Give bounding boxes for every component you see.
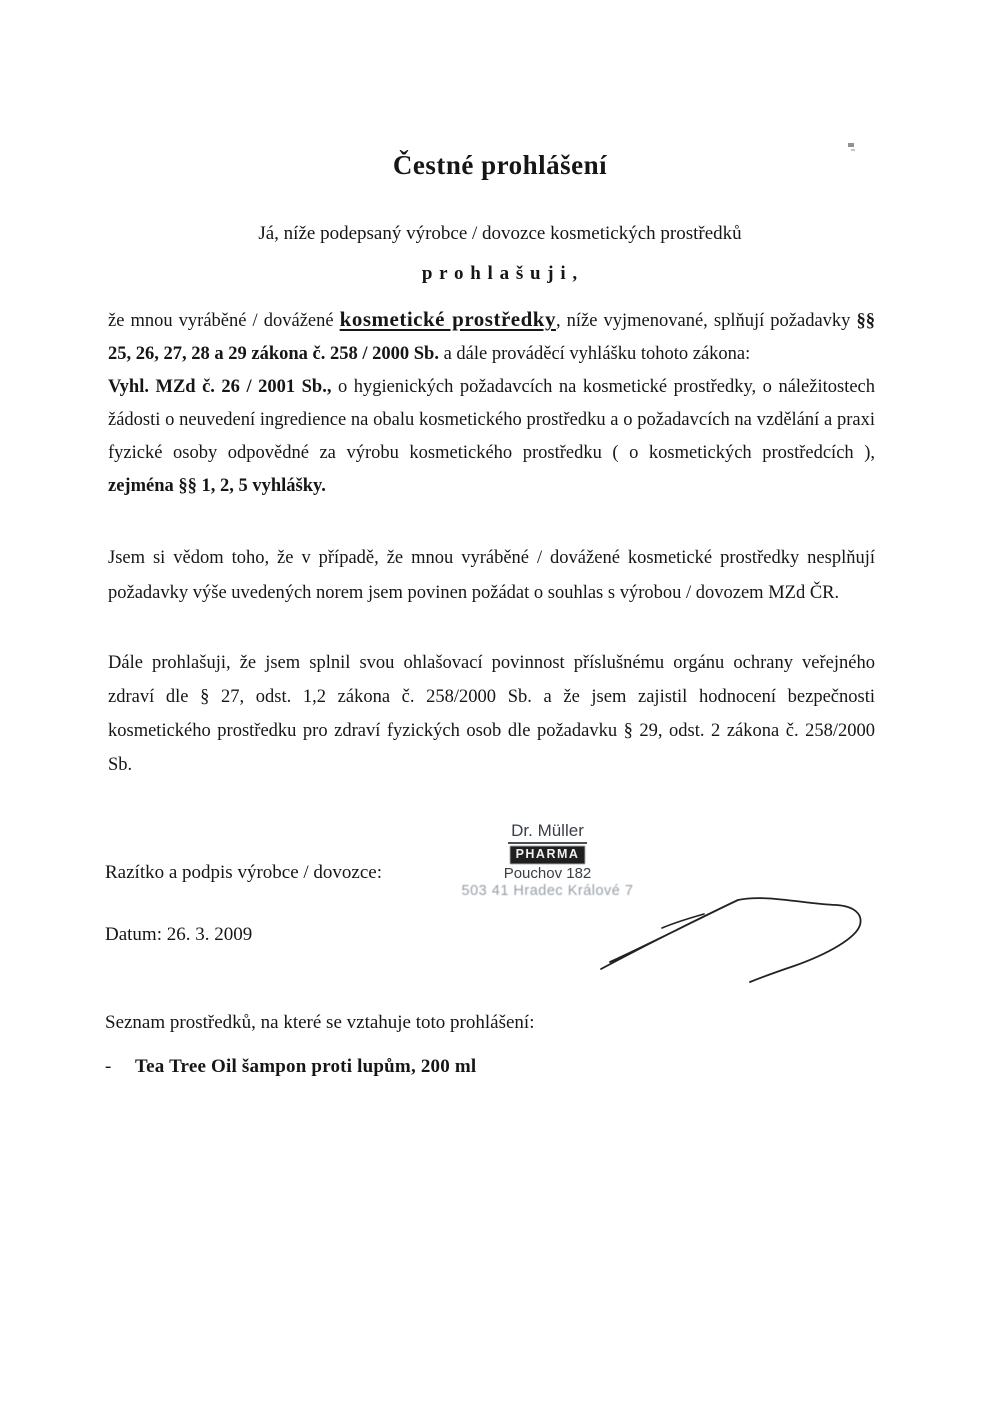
handwritten-signature xyxy=(580,885,910,995)
paragraph-notification: Dále prohlašuji, že jsem splnil svou ohlašovací povinnost příslušnému orgánu ochrany veřejného zdraví dle § 27, odst. 1,2 zákona č. 258/2000 Sb. a že jsem zajistil hodnocení bezpečnosti kosmetického prostředku pro zdraví fyzických osob dle požadavku § 29, odst. 2 zákona č. 258/2000 Sb. xyxy=(108,653,875,775)
decree-emphasis-bold: zejména §§ 1, 2, 5 vyhlášky. xyxy=(108,476,326,496)
product-list-heading: Seznam prostředků, na které se vztahuje toto prohlášení: xyxy=(105,1012,535,1033)
document-title: Čestné prohlášení xyxy=(392,150,608,180)
declaration-word: p r o h l a š u j i , xyxy=(421,263,579,284)
paragraph-awareness: Jsem si vědom toho, že v případě, že mnou vyráběné / dovážené kosmetické prostředky nesplňují požadavky výše uvedených norem jsem povinen požádat o souhlas s výrobou / dovozem MZd ČR. xyxy=(108,548,875,603)
date-label: Datum: 26. 3. 2009 xyxy=(105,924,253,945)
paragraph-compliance xyxy=(108,303,875,503)
text-segment: že mnou vyráběné / dovážené xyxy=(108,311,340,331)
intro-line: Já, níže podepsaný výrobce / dovozce kosmetických prostředků xyxy=(258,223,742,244)
text-segment: a dále prováděcí vyhlášku tohoto zákona: xyxy=(438,344,751,364)
list-bullet: - xyxy=(105,1056,112,1077)
product-list-item xyxy=(105,1056,476,1078)
stamp-street: Pouchov 182 xyxy=(503,865,592,883)
product-name: Tea Tree Oil šampon proti lupům, 200 ml xyxy=(135,1056,477,1077)
scan-artifact-speck xyxy=(848,143,854,147)
text-segment: , níže vyjmenované, splňují požadavky xyxy=(555,311,857,331)
decree-reference-bold: Vyhl. MZd č. 26 / 2001 Sb., xyxy=(108,377,332,397)
stamp-brand: PHARMA xyxy=(511,847,585,864)
stamp-signature-label: Razítko a podpis výrobce / dovozce: xyxy=(105,862,383,883)
text-segment: o hygienických požadavcích na kosmetické prostředky, o náležitostech žádosti o neuvedení ingredience na obalu kosmetického prostředku a o požadavcích na vzdělání a praxi fyzické osoby odpovědné za výrobu kosmetického prostředku ( o kosmetických prostředcích ), xyxy=(108,377,876,463)
emphasis-kosmeticke-prostredky: kosmetické prostředky xyxy=(339,307,556,331)
stamp-name: Dr. Müller xyxy=(508,822,587,844)
law-reference-bold: §§ 25, 26, 27, 28 a 29 zákona č. 258 / 2000 Sb. xyxy=(108,311,875,364)
stamp-city: 503 41 Hradec Králové 7 xyxy=(461,882,634,899)
